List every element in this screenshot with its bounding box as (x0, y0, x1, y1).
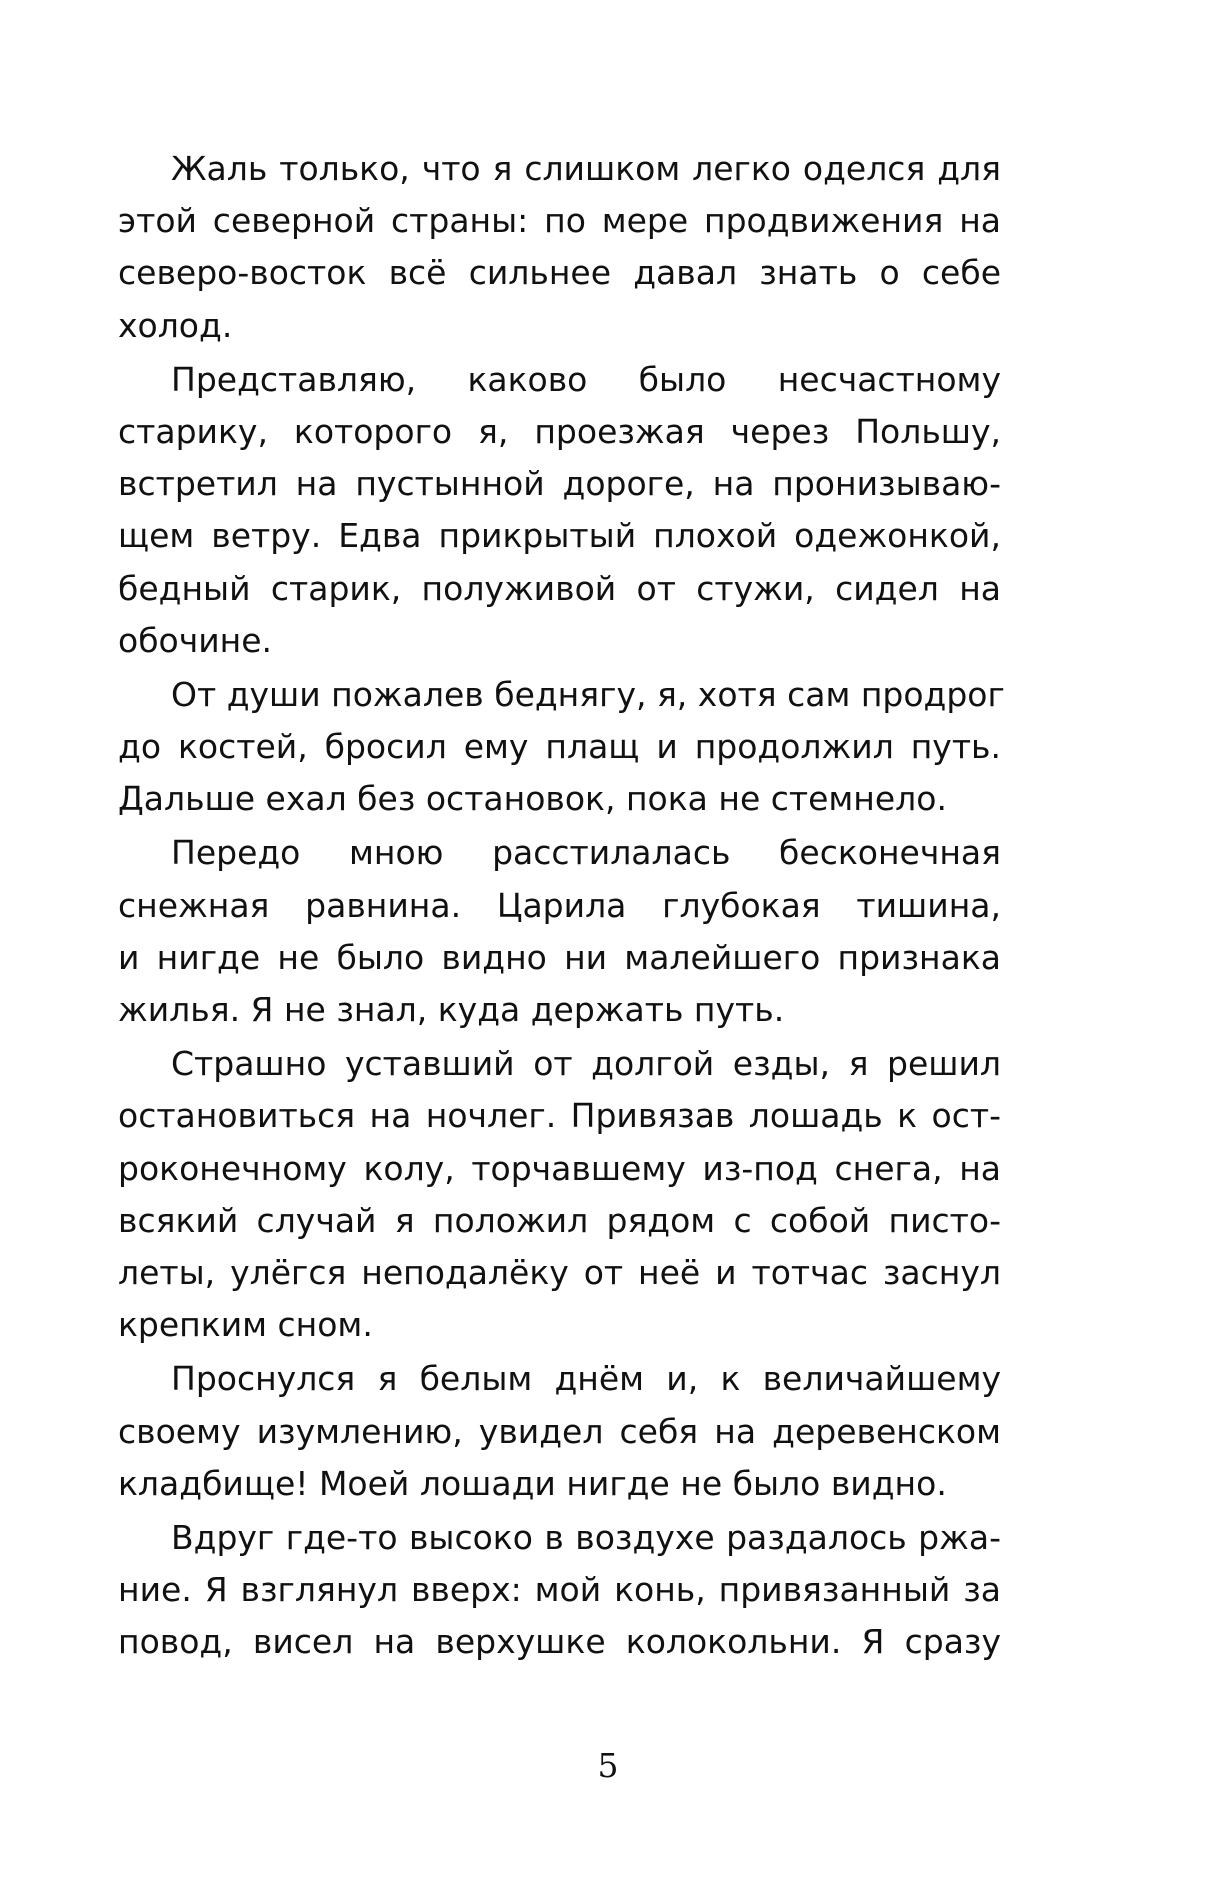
text-line: ние. Я взглянул вверх: мой конь, привязанный за (118, 1570, 1001, 1610)
paragraph (118, 827, 1001, 1036)
text-line: всякий случай я положил рядом с собой писто- (118, 1200, 1001, 1240)
text-line: Вдруг где-то высоко в воздухе раздалось ржа- (171, 1517, 1001, 1557)
text-line: бедный старик, полуживой от стужи, сидел на (118, 568, 1001, 608)
text-line: роконечному колу, торчавшему из-под снега, на (118, 1148, 1001, 1188)
paragraph (118, 1353, 1001, 1510)
text-line: и нигде не было видно ни малейшего признака (118, 937, 1001, 977)
page-body (118, 143, 1005, 1670)
paragraph (118, 1038, 1001, 1351)
text-line: крепким сном. (118, 1305, 373, 1345)
text-line: От души пожалев беднягу, я, хотя сам продрог (171, 674, 1005, 714)
text-line: Представляю, каково было несчастному (171, 359, 1001, 399)
text-line: этой северной страны: по мере продвижения на (118, 201, 1001, 241)
text-line: обочине. (118, 620, 273, 660)
text-line: снежная равнина. Царила глубокая тишина, (118, 885, 1001, 925)
text-line: кладбище! Моей лошади нигде не было видно. (118, 1463, 947, 1503)
text-line: остановиться на ночлег. Привязав лошадь к ост- (118, 1096, 1001, 1136)
text-line: своему изумлению, увидел себя на деревенском (118, 1411, 1001, 1451)
paragraph (118, 354, 1001, 667)
text-line: щем ветру. Едва прикрытый плохой одежонкой, (118, 516, 1001, 556)
paragraph (118, 669, 1005, 826)
text-line: Дальше ехал без остановок, пока не стемнело. (118, 779, 947, 819)
text-line: встретил на пустынной дороге, на пронизываю- (118, 464, 1001, 504)
text-line: Страшно уставший от долгой езды, я решил (171, 1044, 1001, 1084)
paragraph (118, 1512, 1001, 1669)
text-line: старику, которого я, проезжая через Польшу, (118, 411, 1001, 451)
text-line: Передо мною расстилалась бесконечная (171, 833, 1001, 873)
text-line: северо-восток всё сильнее давал знать о себе (118, 253, 1001, 293)
text-line: Жаль только, что я слишком легко оделся для (171, 149, 1001, 188)
text-line: до костей, бросил ему плащ и продолжил путь. (118, 727, 1001, 767)
paragraph (118, 143, 1001, 352)
text-line: повод, висел на верхушке колокольни. Я сразу (118, 1622, 1001, 1662)
text-line: Проснулся я белым днём и, к величайшему (171, 1359, 1001, 1399)
page-number: 5 (597, 1746, 619, 1785)
text-line: жилья. Я не знал, куда держать путь. (118, 990, 785, 1029)
text-line: холод. (118, 305, 233, 345)
text-line: леты, улёгся неподалёку от неё и тотчас заснул (118, 1252, 1001, 1292)
